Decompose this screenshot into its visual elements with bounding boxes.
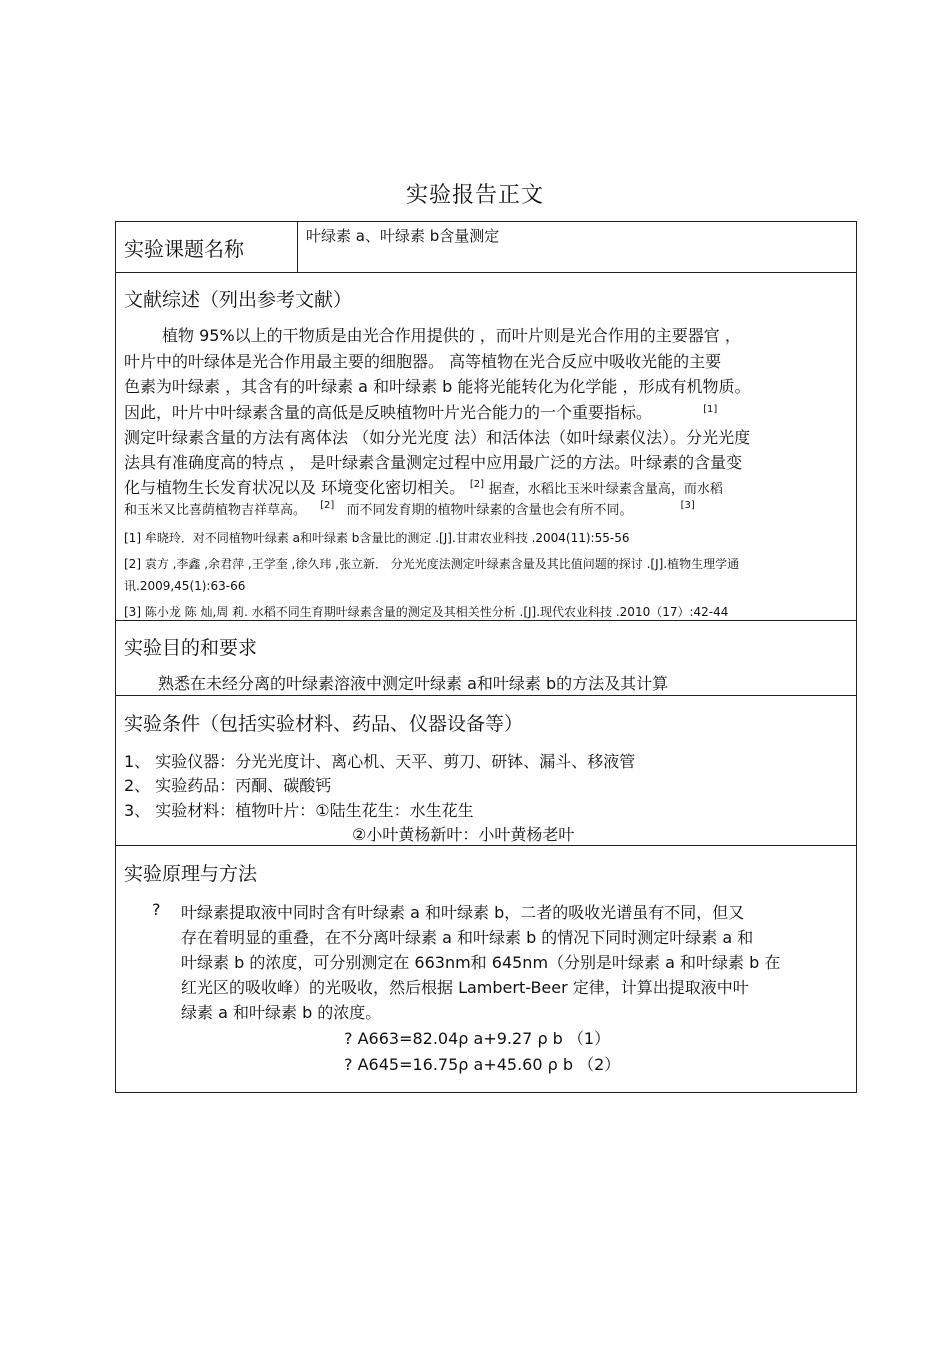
condition-item: 2、 实验药品：丙酮、碳酸钙 xyxy=(124,776,332,795)
citation: [1] xyxy=(703,404,718,415)
literature-line xyxy=(124,475,723,498)
literature-section xyxy=(116,273,856,621)
topic-row xyxy=(116,222,856,273)
literature-text: 据查，水稻比玉米叶绿素含量高，而水稻 xyxy=(488,482,723,497)
principle-line: 叶绿素 b 的浓度，可分别测定在 663nm和 645nm（分别是叶绿素 a 和叶绿素 b 在 xyxy=(181,953,781,972)
conditions-heading: 实验条件（包括实验材料、药品、仪器设备等） xyxy=(124,713,524,735)
equation-2: ? A645=16.75ρ a+45.60 ρ b （2） xyxy=(344,1055,621,1074)
condition-item: ②小叶黄杨新叶：小叶黄杨老叶 xyxy=(352,825,575,844)
literature-line xyxy=(124,499,695,518)
literature-line: 色素为叶绿素 ，其含有的叶绿素 a 和叶绿素 b 能将光能转化为化学能 ，形成有机物质。 xyxy=(124,377,751,396)
literature-line xyxy=(124,400,717,423)
literature-text: 和玉米又比喜荫植物吉祥草高。 xyxy=(124,503,307,518)
conditions-section xyxy=(116,696,856,846)
reference-item: [1] 牟晓玲．对不同植物叶绿素 a和叶绿素 b含量比的测定 .[J].甘肃农业科技 .2004(11):55-56 xyxy=(124,531,630,545)
literature-line: 叶片中的叶绿体是光合作用最主要的细胞器。 高等植物在光合反应中吸收光能的主要 xyxy=(124,352,722,371)
literature-line: 测定叶绿素含量的方法有离体法 （如分光光度 法）和活体法（如叶绿素仪法）。分光光度 xyxy=(124,428,751,447)
literature-text: 化与植物生长发育状况以及 环境变化密切相关。 xyxy=(124,478,466,497)
bullet-icon: ? xyxy=(152,900,161,919)
principle-line: 存在着明显的重叠，在不分离叶绿素 a 和叶绿素 b 的情况下同时测定叶绿素 a 和 xyxy=(181,928,754,947)
literature-line: 植物 95%以上的干物质是由光合作用提供的 ，而叶片则是光合作用的主要器官 ， xyxy=(162,326,741,345)
citation: [2] xyxy=(320,500,335,511)
objective-section xyxy=(116,621,856,696)
principle-section xyxy=(116,846,856,1092)
literature-heading: 文献综述（列出参考文献） xyxy=(124,289,353,311)
citation: [2] xyxy=(469,479,485,490)
literature-text: 因此，叶片中叶绿素含量的高低是反映植物叶片光合能力的一个重要指标。 xyxy=(124,403,653,422)
page-title: 实验报告正文 xyxy=(405,183,544,208)
topic-label: 实验课题名称 xyxy=(116,222,298,273)
topic-value: 叶绿素 a、叶绿素 b含量测定 xyxy=(306,227,500,245)
reference-item: [2] 袁方 ,李鑫 ,余君萍 ,王学奎 ,徐久玮 ,张立新． 分光光度法测定叶绿素含量及其比值问题的探讨 .[J].植物生理学通 xyxy=(124,557,740,571)
literature-text: 而不同发育期的植物叶绿素的含量也会有所不同。 xyxy=(346,503,633,518)
citation: [3] xyxy=(680,500,695,511)
principle-line: 绿素 a 和叶绿素 b 的浓度。 xyxy=(181,1003,382,1022)
objective-text: 熟悉在未经分离的叶绿素溶液中测定叶绿素 a和叶绿素 b的方法及其计算 xyxy=(158,674,669,693)
condition-item: 1、 实验仪器：分光光度计、离心机、天平、剪刀、研钵、漏斗、移液管 xyxy=(124,752,636,771)
reference-item: [3] 陈小龙 陈 灿,周 莉. 水稻不同生育期叶绿素含量的测定及其相关性分析 .[J].现代农业科技 .2010（17）:42-44 xyxy=(124,605,729,619)
objective-heading: 实验目的和要求 xyxy=(124,637,258,659)
principle-line: 红光区的吸收峰）的光吸收，然后根据 Lambert-Beer 定律，计算出提取液中叶 xyxy=(181,978,749,997)
principle-line: 叶绿素提取液中同时含有叶绿素 a 和叶绿素 b，二者的吸收光谱虽有不同，但又 xyxy=(181,903,745,922)
principle-heading: 实验原理与方法 xyxy=(124,863,258,885)
equation-1: ? A663=82.04ρ a+9.27 ρ b （1） xyxy=(344,1029,611,1048)
literature-line: 法具有准确度高的特点 ， 是叶绿素含量测定过程中应用最广泛的方法。叶绿素的含量变 xyxy=(124,453,743,472)
condition-item: 3、 实验材料：植物叶片：①陆生花生：水生花生 xyxy=(124,801,474,820)
reference-item: 讯.2009,45(1):63-66 xyxy=(124,579,246,593)
report-table xyxy=(115,221,857,1093)
